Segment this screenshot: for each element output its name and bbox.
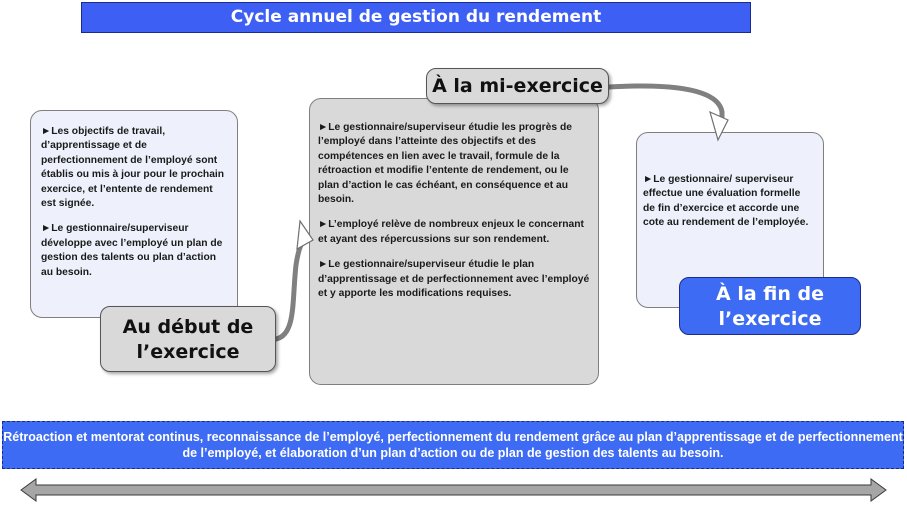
end-stage-label-line: l’exercice <box>718 308 822 330</box>
mid-stage-item: ►L’employé relève de nombreux enjeux le concernant et ayant des répercussions sur son rendement. <box>318 219 584 245</box>
start-stage-label-line: l’exercice <box>136 341 240 363</box>
connector-start-to-mid <box>276 238 307 339</box>
end-stage-label <box>679 277 861 335</box>
start-stage-item: ►Les objectifs de travail, d’apprentissage et de perfectionnement de l’employé sont établis ou mis à jour pour le prochain exercice, et l’entente de rendement est signée. <box>41 126 225 210</box>
connector-arrowhead-end <box>710 112 728 140</box>
end-stage-label-line: À la fin de <box>716 283 824 305</box>
mid-stage-item: ►Le gestionnaire/superviseur étudie le plan d’apprentissage et de perfectionnement avec l’employé et y apporte les modifications requises. <box>318 259 590 300</box>
start-stage-item: ►Le gestionnaire/superviseur développe avec l’employé un plan de gestion des talents ou plan d’action au besoin. <box>41 223 223 278</box>
diagram-title: Cycle annuel de gestion du rendement <box>81 2 751 33</box>
connector-mid-to-end <box>609 86 722 125</box>
continuous-feedback-bar: Rétroaction et mentorat continus, reconnaissance de l’employé, perfectionnement du rendement grâce au plan d’apprentissage et de perfectionnement de l’employé, et élaboration d’un plan d’action ou de plan de gestion des talents au besoin. <box>2 421 904 469</box>
timeline-double-arrow <box>21 479 886 501</box>
connector-arrowhead-mid <box>297 221 313 249</box>
start-stage-label-line: Au début de <box>122 316 254 338</box>
start-stage-label <box>100 306 276 372</box>
end-stage-item: ►Le gestionnaire/ superviseur effectue une évaluation formelle de fin d’exercice et accorde une cote au rendement de l’employée. <box>643 174 809 229</box>
mid-stage-label: À la mi-exercice <box>426 68 609 104</box>
mid-stage-item: ►Le gestionnaire/superviseur étudie les progrès de l’employé dans l’atteinte des objectifs et des compétences en lien avec le travail, formule de la rétroaction et modifie l’entente de rendement, ou le plan d’action le cas échéant, en conséquence et au besoin. <box>318 122 572 206</box>
